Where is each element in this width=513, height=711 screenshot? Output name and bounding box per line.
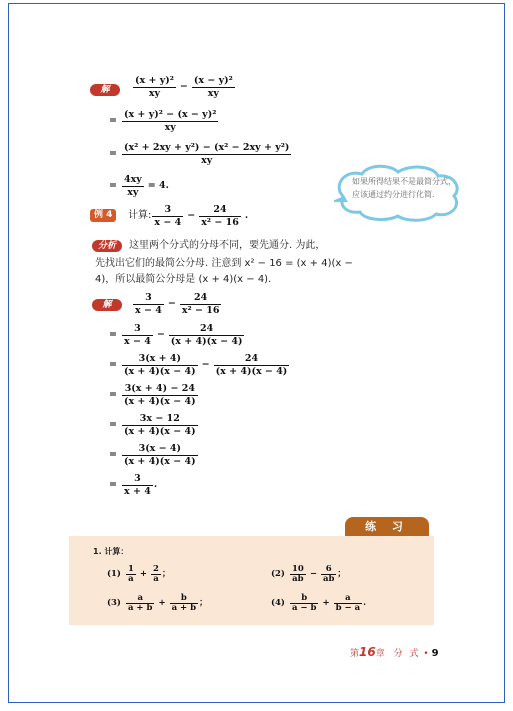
numerator: 3(x + 4): [122, 354, 198, 366]
numerator: 3x − 12: [122, 414, 198, 426]
equals-sign: =: [109, 359, 117, 371]
denominator: (x + 4)(x − 4): [123, 365, 196, 377]
denominator: (x + 4)(x − 4): [170, 335, 243, 347]
numerator: 24: [169, 324, 245, 336]
fraction: [334, 594, 363, 612]
equals-sign: =: [109, 449, 117, 461]
fraction: [321, 565, 336, 583]
fraction: [122, 354, 198, 376]
denominator: a: [128, 573, 134, 584]
operator: +: [158, 597, 166, 608]
equals-sign: =: [109, 479, 117, 491]
denominator: b − a: [335, 602, 361, 613]
sol2-line4: [109, 414, 199, 436]
numerator: 3: [122, 324, 153, 336]
item-tail: ；: [337, 568, 346, 579]
denominator: (x + 4)(x − 4): [123, 425, 196, 437]
numerator: 3: [133, 293, 164, 305]
analysis-line2: 先找出它们的最简公分母. 注意到 x² − 16 = (x + 4)(x −: [95, 258, 353, 269]
sol2-line6: [109, 474, 157, 496]
numerator: 3(x − 4): [122, 444, 198, 456]
practice-question: 1. 计算：: [93, 547, 129, 556]
fraction: [199, 205, 241, 227]
numerator: 2: [153, 564, 159, 574]
sol2-line3: [109, 384, 199, 406]
denominator: xy: [127, 186, 139, 198]
fraction: [122, 384, 198, 406]
numerator: 24: [214, 354, 290, 366]
fraction: [151, 565, 161, 583]
result-tail: = 4.: [147, 180, 169, 192]
sol1-line0: [132, 76, 236, 98]
denominator: xy: [201, 154, 213, 166]
numerator: a: [126, 594, 155, 604]
numerator: (x − y)²: [193, 75, 233, 86]
equals-sign: =: [109, 115, 117, 127]
numerator: 10: [291, 564, 304, 574]
page-footer: [350, 645, 439, 659]
analysis-line3: 4)，所以最简公分母是 (x + 4)(x − 4).: [95, 274, 272, 285]
practice-item: [107, 565, 170, 583]
example-prompt: 计算:: [128, 210, 152, 221]
denominator: a − b: [291, 602, 317, 613]
footer-suffix: 章: [375, 649, 385, 659]
practice-item: [107, 594, 208, 612]
practice-item: [271, 565, 346, 583]
page-number: 9: [431, 648, 439, 659]
denominator: x − 4: [154, 216, 182, 228]
equals-sign: =: [109, 419, 117, 431]
denominator: xy: [164, 121, 176, 133]
equals-sign: =: [109, 180, 117, 192]
denominator: x − 4: [135, 304, 162, 316]
fraction: [152, 205, 183, 227]
fraction: [122, 474, 153, 496]
operator: −: [309, 568, 317, 579]
denominator: xy: [207, 87, 219, 99]
fraction: [290, 565, 306, 583]
operator: −: [167, 298, 176, 310]
numerator: 3: [122, 474, 153, 486]
numerator: (x + y)²: [135, 75, 174, 86]
fraction: [192, 76, 235, 98]
practice-tab: 练 习: [345, 517, 429, 537]
fraction: [126, 594, 155, 612]
item-label: (4): [271, 597, 285, 608]
sol2-line2: [109, 354, 290, 376]
item-label: (1): [107, 568, 121, 579]
fraction: [122, 143, 291, 165]
denominator: (x + 4)(x − 4): [215, 365, 288, 377]
denominator: x² − 16: [181, 304, 220, 316]
numerator: 3: [152, 205, 183, 217]
sol1-line2: [109, 143, 292, 165]
denominator: a + b: [171, 602, 197, 613]
numerator: 1: [127, 564, 134, 574]
item-tail: ；: [199, 597, 208, 608]
operator: −: [179, 81, 188, 93]
numerator: 4xy: [123, 174, 142, 185]
denominator: a: [153, 573, 159, 584]
numerator: (x² + 2xy + y²) − (x² − 2xy + y²): [123, 142, 290, 153]
practice-item: [271, 594, 366, 612]
analysis-line1: 这里两个分式的分母不同，要先通分. 为此，: [129, 240, 326, 251]
solution-badge: 解: [92, 299, 122, 311]
numerator: 6: [321, 565, 336, 575]
example4-problem: [128, 205, 251, 227]
item-tail: .: [363, 597, 367, 608]
fraction: [126, 565, 136, 583]
chapter-number: 16: [359, 645, 376, 659]
numerator: a: [334, 594, 363, 604]
item-label: (2): [271, 568, 285, 579]
equals-sign: =: [109, 389, 117, 401]
sol2-line5: [109, 444, 199, 466]
fraction: [169, 324, 245, 346]
sol1-line1: [109, 110, 219, 132]
margin-note: 如果所得结果不是最简分式，应该通过约分进行化简.: [352, 177, 456, 199]
operator: −: [156, 329, 165, 341]
operator: +: [139, 568, 148, 579]
fraction: [170, 594, 199, 612]
fraction: [122, 175, 144, 197]
operator: +: [322, 597, 330, 608]
numerator: 24: [180, 293, 222, 305]
analysis-badge: 分析: [92, 240, 122, 252]
fraction: [122, 110, 218, 132]
numerator: b: [170, 594, 199, 604]
item-label: (3): [107, 597, 121, 608]
item-tail: ；: [161, 568, 171, 579]
fraction: [133, 293, 164, 315]
denominator: xy: [148, 87, 161, 99]
equals-sign: =: [109, 329, 117, 341]
denominator: ab: [292, 573, 304, 584]
fraction: [290, 594, 319, 612]
example-badge: 例 4: [90, 209, 116, 222]
numerator: (x + y)² − (x − y)²: [123, 109, 217, 120]
sol2-line1: [109, 324, 245, 346]
equals-sign: =: [109, 148, 117, 160]
period: .: [244, 210, 249, 222]
fraction: [122, 324, 153, 346]
result-tail: .: [153, 479, 158, 491]
fraction: [180, 293, 222, 315]
denominator: (x + 4)(x − 4): [123, 455, 196, 467]
solution-badge: 解: [90, 84, 120, 96]
denominator: a + b: [127, 602, 153, 613]
fraction: [122, 414, 198, 436]
fraction: [214, 354, 290, 376]
denominator: x + 4: [123, 485, 151, 497]
sol2-line0: [132, 293, 222, 315]
denominator: (x + 4)(x − 4): [123, 395, 196, 407]
denominator: ab: [322, 573, 335, 584]
footer-prefix: 第: [350, 649, 360, 659]
numerator: 3(x + 4) − 24: [122, 384, 198, 396]
denominator: x − 4: [123, 335, 151, 347]
numerator: 24: [199, 205, 241, 217]
footer-dot: •: [423, 649, 429, 659]
operator: −: [201, 359, 210, 371]
denominator: x² − 16: [201, 216, 239, 228]
fraction: [122, 444, 198, 466]
chapter-title: 分 式: [393, 649, 421, 659]
sol1-line3: [109, 175, 172, 197]
operator: −: [187, 210, 196, 222]
fraction: [133, 76, 176, 98]
numerator: b: [290, 594, 319, 604]
